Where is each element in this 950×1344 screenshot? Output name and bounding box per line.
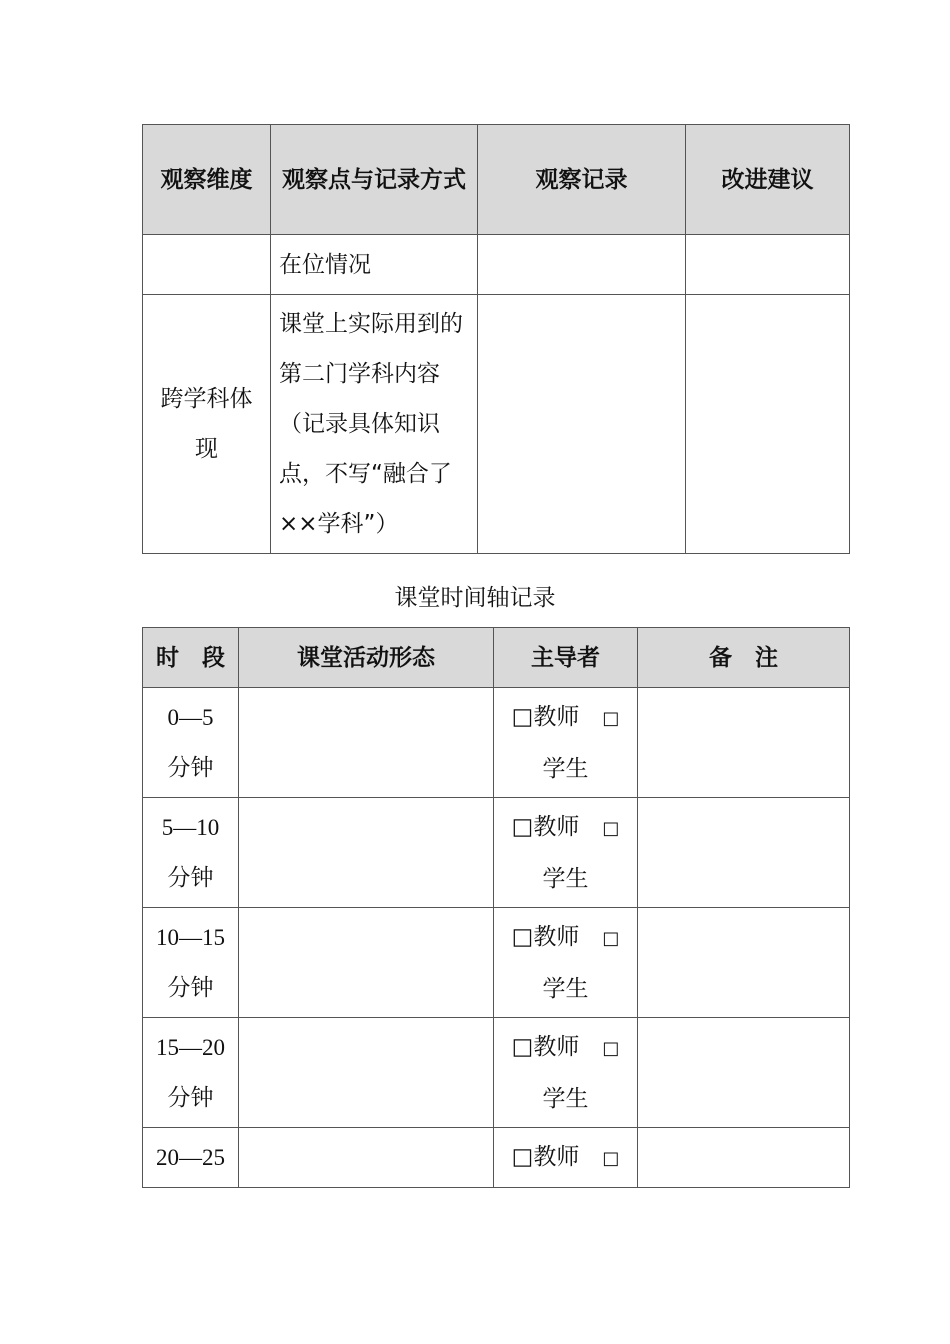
header-suggestion: 改进建议: [686, 125, 850, 235]
activity-cell[interactable]: [239, 1018, 494, 1128]
record-cell[interactable]: [478, 235, 686, 295]
header-dimension: 观察维度: [143, 125, 271, 235]
period-range: 0—5: [167, 704, 214, 730]
student-checkbox-box[interactable]: □: [602, 1037, 620, 1059]
student-label: 学生: [542, 975, 589, 1002]
timeline-caption: 课堂时间轴记录: [394, 585, 556, 611]
table-row: [143, 1018, 850, 1128]
note-cell[interactable]: [638, 688, 850, 798]
table-row: [143, 908, 850, 1018]
observation-table: [142, 124, 850, 554]
leader-cell: [494, 908, 638, 1018]
dimension-cell: [143, 235, 271, 295]
suggestion-cell[interactable]: [686, 235, 850, 295]
teacher-checkbox[interactable]: □教师: [511, 1143, 580, 1170]
note-cell[interactable]: [638, 908, 850, 1018]
student-label: 学生: [542, 865, 589, 892]
period-range: 20—25: [156, 1144, 225, 1170]
student-label: 学生: [542, 755, 589, 782]
teacher-checkbox[interactable]: □教师: [511, 813, 580, 840]
period-cell: [143, 1128, 239, 1188]
suggestion-cell[interactable]: [686, 295, 850, 554]
table-row: [143, 798, 850, 908]
period-cell: [143, 798, 239, 908]
record-cell[interactable]: [478, 295, 686, 554]
table-row: [143, 1128, 850, 1188]
activity-cell[interactable]: [239, 688, 494, 798]
note-cell[interactable]: [638, 1018, 850, 1128]
period-unit: 分钟: [167, 974, 214, 1001]
header-leader: 主导者: [494, 628, 638, 688]
table-row: [143, 688, 850, 798]
timeline-table: [142, 627, 850, 1188]
observation-header-row: [143, 125, 850, 235]
student-label: 学生: [542, 1085, 589, 1112]
leader-cell: [494, 1018, 638, 1128]
student-checkbox-box[interactable]: □: [602, 927, 620, 949]
header-activity: 课堂活动形态: [239, 628, 494, 688]
period-cell: [143, 688, 239, 798]
period-unit: 分钟: [167, 864, 214, 891]
period-range: 10—15: [156, 924, 225, 950]
header-note: 备 注: [638, 628, 850, 688]
period-cell: [143, 908, 239, 1018]
header-point-method: 观察点与记录方式: [271, 125, 478, 235]
student-checkbox-box[interactable]: □: [602, 707, 620, 729]
student-checkbox-box[interactable]: □: [602, 817, 620, 839]
table-row: [143, 295, 850, 554]
note-cell[interactable]: [638, 798, 850, 908]
period-range: 5—10: [161, 814, 220, 840]
point-cell: 课堂上实际用到的第二门学科内容（记录具体知识点，不写“融合了××学科”）: [271, 295, 478, 554]
teacher-checkbox[interactable]: □教师: [511, 923, 580, 950]
header-period: 时 段: [143, 628, 239, 688]
period-unit: 分钟: [167, 1084, 214, 1111]
leader-cell: [494, 798, 638, 908]
table-row: [143, 235, 850, 295]
period-unit: 分钟: [167, 754, 214, 781]
header-record: 观察记录: [478, 125, 686, 235]
period-cell: [143, 1018, 239, 1128]
leader-cell: [494, 1128, 638, 1188]
leader-cell: [494, 688, 638, 798]
teacher-checkbox[interactable]: □教师: [511, 1033, 580, 1060]
teacher-checkbox[interactable]: □教师: [511, 703, 580, 730]
student-checkbox-box[interactable]: □: [602, 1147, 620, 1169]
timeline-header-row: [143, 628, 850, 688]
dimension-cell: 跨学科体现: [143, 295, 271, 554]
note-cell[interactable]: [638, 1128, 850, 1188]
activity-cell[interactable]: [239, 798, 494, 908]
activity-cell[interactable]: [239, 1128, 494, 1188]
activity-cell[interactable]: [239, 908, 494, 1018]
period-range: 15—20: [156, 1034, 225, 1060]
point-cell: 在位情况: [271, 235, 478, 295]
